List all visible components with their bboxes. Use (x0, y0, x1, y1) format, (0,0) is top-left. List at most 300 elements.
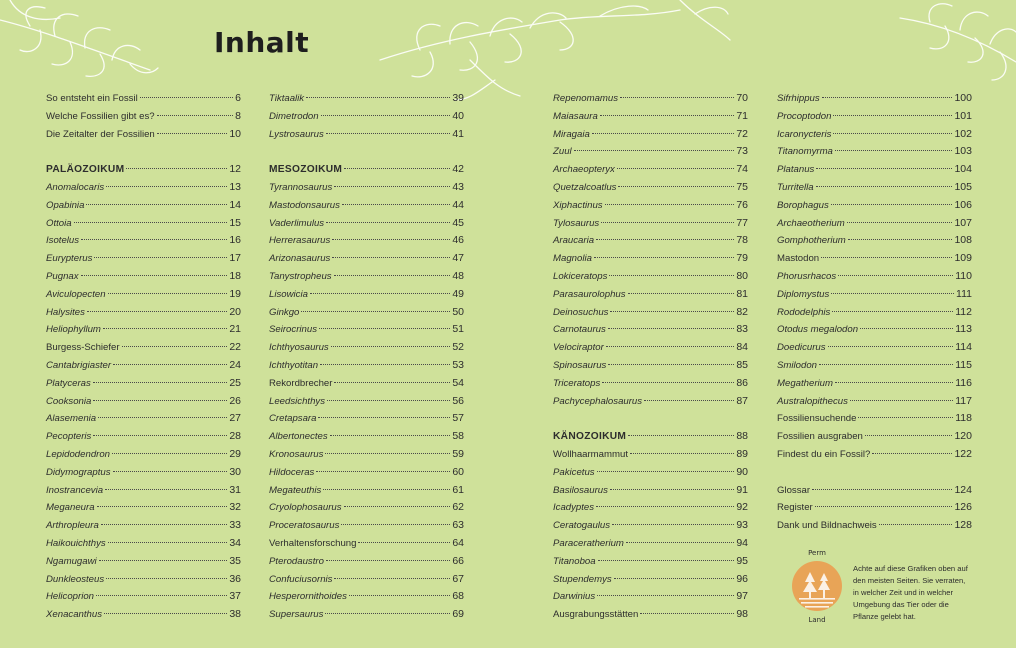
toc-entry (46, 90, 241, 108)
toc-entry-title: Borophagus (777, 199, 829, 211)
toc-entry-title: Pecopteris (46, 431, 92, 443)
toc-page-number: 87 (736, 394, 748, 407)
toc-entry (777, 90, 972, 108)
toc-entry-title: Darwinius (553, 591, 596, 603)
toc-page-number: 107 (954, 216, 972, 229)
toc-page-number: 25 (229, 376, 241, 389)
dot-leader (327, 400, 450, 401)
dot-leader (626, 542, 734, 543)
toc-entry-title: Miragaia (553, 128, 590, 140)
dot-leader (310, 293, 450, 294)
toc-entry-title: Procoptodon (777, 110, 832, 122)
toc-page-number: 56 (452, 394, 464, 407)
dot-leader (831, 204, 953, 205)
toc-section-heading (46, 161, 241, 179)
toc-entry (269, 90, 464, 108)
toc-entry (269, 375, 464, 393)
toc-page-number: 71 (736, 109, 748, 122)
toc-entry-title: Maiasaura (553, 110, 598, 122)
toc-spacer (777, 464, 972, 482)
dot-leader (610, 311, 734, 312)
toc-page-number: 14 (229, 198, 241, 211)
toc-page-number: 77 (736, 216, 748, 229)
toc-entry-title: Rododelphis (777, 306, 831, 318)
toc-page-number: 40 (452, 109, 464, 122)
dot-leader (821, 257, 952, 258)
toc-page-number: 42 (452, 163, 464, 176)
toc-entry (46, 126, 241, 144)
toc-page-number: 39 (452, 92, 464, 104)
toc-entry (46, 250, 241, 268)
toc-entry-title: Mastodonsaurus (269, 199, 340, 211)
toc-entry-title: Aviculopecten (46, 288, 106, 300)
toc-entry (269, 108, 464, 126)
toc-entry-title: Ngamugawi (46, 555, 97, 567)
toc-page-number: 17 (229, 252, 241, 265)
dot-leader (816, 168, 952, 169)
toc-entry (553, 606, 748, 624)
dot-leader (106, 578, 227, 579)
toc-entry (777, 446, 972, 464)
toc-entry-title: Albertonectes (269, 431, 328, 443)
toc-entry-title: Ichthyotitan (269, 359, 319, 371)
toc-page-number: 89 (736, 447, 748, 460)
toc-entry (46, 393, 241, 411)
toc-entry (269, 410, 464, 428)
dot-leader (630, 453, 734, 454)
toc-page-number: 112 (955, 305, 972, 318)
dot-leader (596, 506, 734, 507)
dot-leader (87, 311, 227, 312)
toc-entry-title: Araucaria (553, 235, 595, 247)
toc-entry (553, 482, 748, 500)
toc-entry-title: Parasaurolophus (553, 288, 626, 300)
toc-page-number: 62 (452, 501, 464, 514)
dot-leader (99, 560, 228, 561)
toc-page-number: 128 (954, 519, 972, 532)
dot-leader (316, 471, 450, 472)
toc-entry (46, 197, 241, 215)
dot-leader (835, 150, 953, 151)
toc-entry (553, 393, 748, 411)
toc-entry-title: Lystrosaurus (269, 128, 324, 140)
toc-entry-title: Icadyptes (553, 502, 595, 514)
toc-entry-title: Velociraptor (553, 342, 604, 354)
toc-entry-title: Dank und Bildnachweis (777, 520, 877, 532)
toc-entry-title: Cryolophosaurus (269, 502, 342, 514)
toc-page-number: 105 (954, 180, 972, 193)
toc-page-number: 12 (229, 163, 241, 176)
dot-leader (344, 506, 451, 507)
toc-entry-title: KÄNOZOIKUM (553, 431, 627, 443)
dot-leader (612, 524, 734, 525)
toc-entry (553, 143, 748, 161)
toc-entry-title: Heliophyllum (46, 324, 101, 336)
dot-leader (81, 239, 227, 240)
toc-entry (46, 232, 241, 250)
dot-leader (574, 150, 735, 151)
toc-entry (46, 179, 241, 197)
toc-entry-title: Wollhaarmammut (553, 448, 628, 460)
toc-entry (269, 286, 464, 304)
dot-leader (108, 542, 228, 543)
toc-entry-title: Ausgrabungsstätten (553, 609, 639, 621)
toc-entry-title: Paraceratherium (553, 537, 624, 549)
dot-leader (112, 453, 227, 454)
toc-entry-title: Platanus (777, 164, 815, 176)
dot-leader (323, 489, 450, 490)
dot-leader (838, 275, 953, 276)
toc-page-number: 61 (452, 483, 464, 496)
toc-entry-title: Cantabrigiaster (46, 359, 112, 371)
toc-page-number: 63 (452, 519, 464, 532)
dot-leader (301, 311, 450, 312)
dot-leader (858, 417, 953, 418)
dot-leader (835, 382, 953, 383)
toc-entry (553, 446, 748, 464)
toc-entry (46, 357, 241, 375)
toc-page-number: 98 (736, 608, 748, 621)
toc-entry-title: Turritella (777, 181, 814, 193)
dot-leader (608, 364, 734, 365)
toc-page-number: 82 (736, 305, 748, 318)
toc-entry-title: Confuciusornis (269, 573, 333, 585)
toc-entry (777, 304, 972, 322)
dot-leader (822, 97, 953, 98)
toc-page-number: 66 (452, 554, 464, 567)
toc-entry-title: Cretapsara (269, 413, 317, 425)
toc-page-number: 118 (955, 412, 972, 425)
toc-section-heading (269, 161, 464, 179)
toc-entry-title: Platyceras (46, 377, 91, 389)
toc-entry-title: Dunkleosteus (46, 573, 105, 585)
toc-entry-title: Welche Fossilien gibt es? (46, 110, 155, 122)
toc-page-number: 8 (235, 109, 241, 122)
toc-entry-title: Ginkgo (269, 306, 300, 318)
toc-page-number: 72 (736, 127, 748, 140)
dot-leader (819, 364, 953, 365)
toc-entry-title: Haikouichthys (46, 537, 106, 549)
dot-leader (334, 186, 450, 187)
toc-entry (553, 464, 748, 482)
toc-entry-title: Halysites (46, 306, 85, 318)
toc-entry (46, 553, 241, 571)
toc-entry (777, 197, 972, 215)
dot-leader (865, 435, 953, 436)
toc-entry (777, 339, 972, 357)
dot-leader (306, 97, 450, 98)
toc-entry (269, 179, 464, 197)
toc-page-number: 90 (736, 465, 748, 478)
dot-leader (602, 382, 734, 383)
toc-entry (553, 535, 748, 553)
toc-entry (553, 232, 748, 250)
toc-entry-title: Gomphotherium (777, 235, 846, 247)
toc-page-number: 58 (452, 430, 464, 443)
toc-page-number: 100 (954, 92, 972, 104)
toc-page-number: 110 (955, 269, 972, 282)
toc-page-number: 52 (452, 341, 464, 354)
toc-entry-title: Titanoboa (553, 555, 596, 567)
toc-page-number: 64 (452, 536, 464, 549)
toc-entry (553, 215, 748, 233)
toc-entry (553, 286, 748, 304)
toc-entry-title: Phorusrhacos (777, 270, 837, 282)
dot-leader (140, 97, 233, 98)
toc-page-number: 111 (956, 287, 972, 300)
toc-entry-title: Pugnax (46, 270, 79, 282)
dot-leader (833, 133, 952, 134)
toc-page-number: 83 (736, 323, 748, 336)
toc-page-number: 16 (229, 234, 241, 247)
dot-leader (108, 293, 228, 294)
toc-entry-title: Vaderlimulus (269, 217, 325, 229)
toc-page-number: 27 (229, 412, 241, 425)
toc-page-number: 45 (452, 216, 464, 229)
toc-page-number: 24 (229, 358, 241, 371)
toc-entry (553, 161, 748, 179)
toc-entry (269, 482, 464, 500)
dot-leader (96, 595, 227, 596)
toc-entry-title: Dimetrodon (269, 110, 319, 122)
toc-entry-title: Triceratops (553, 377, 601, 389)
toc-page-number: 6 (235, 92, 241, 104)
toc-entry-title: Icaronycteris (777, 128, 832, 140)
legend-bottom-label: Land (808, 616, 826, 624)
toc-entry (269, 268, 464, 286)
toc-page-number: 29 (229, 447, 241, 460)
toc-entry-title: So entsteht ein Fossil (46, 93, 138, 104)
toc-page-number: 96 (736, 572, 748, 585)
dot-leader (592, 133, 735, 134)
toc-page-number: 106 (954, 198, 972, 211)
toc-entry-title: Archaeopteryx (553, 164, 615, 176)
dot-leader (98, 417, 227, 418)
dot-leader (605, 204, 735, 205)
dot-leader (349, 595, 450, 596)
dot-leader (334, 382, 450, 383)
dot-leader (828, 346, 954, 347)
dot-leader (319, 328, 450, 329)
toc-entry-title: Leedsichthys (269, 395, 325, 407)
toc-entry (46, 464, 241, 482)
toc-entry-title: Ceratogaulus (553, 520, 611, 532)
dot-leader (358, 542, 450, 543)
toc-entry-title: Repenomamus (553, 93, 619, 104)
toc-entry (269, 517, 464, 535)
dot-leader (157, 133, 228, 134)
toc-entry (46, 375, 241, 393)
toc-page-number: 113 (955, 323, 972, 336)
toc-page-number: 32 (229, 501, 241, 514)
toc-entry (46, 304, 241, 322)
toc-entry-title: Megatherium (777, 377, 833, 389)
toc-section-heading (553, 428, 748, 446)
toc-entry-title: Herrerasaurus (269, 235, 331, 247)
dot-leader (113, 471, 228, 472)
toc-entry-title: Xiphactinus (553, 199, 603, 211)
toc-entry (553, 553, 748, 571)
toc-page-number: 101 (954, 109, 972, 122)
dot-leader (320, 364, 450, 365)
toc-entry (553, 268, 748, 286)
dot-leader (334, 275, 451, 276)
toc-entry (777, 286, 972, 304)
toc-entry-title: Opabinia (46, 199, 85, 211)
toc-entry (553, 304, 748, 322)
toc-entry-title: Carnotaurus (553, 324, 606, 336)
toc-page-number: 10 (229, 127, 241, 140)
toc-entry (269, 304, 464, 322)
toc-entry (777, 517, 972, 535)
toc-entry-title: Arizonasaurus (269, 253, 331, 265)
toc-entry (777, 268, 972, 286)
dot-leader (126, 168, 227, 169)
toc-entry-title: Quetzalcoatlus (553, 181, 617, 193)
toc-page-number: 37 (229, 590, 241, 603)
toc-page-number: 81 (736, 287, 748, 300)
dot-leader (608, 328, 735, 329)
toc-entry (46, 268, 241, 286)
toc-entry-title: Helicoprion (46, 591, 94, 603)
toc-entry-title: Proceratosaurus (269, 520, 340, 532)
toc-page-number: 94 (736, 536, 748, 549)
toc-entry (777, 393, 972, 411)
dot-leader (103, 328, 227, 329)
dot-leader (93, 400, 227, 401)
toc-entry (46, 517, 241, 535)
toc-entry (553, 90, 748, 108)
dot-leader (74, 222, 228, 223)
toc-entry (46, 339, 241, 357)
toc-spacer (553, 410, 748, 428)
toc-entry-title: Alasemenia (46, 413, 97, 425)
dot-leader (597, 471, 735, 472)
toc-entry-title: Glossar (777, 484, 811, 496)
dot-leader (326, 222, 450, 223)
toc-entry (777, 179, 972, 197)
toc-entry (46, 321, 241, 339)
dot-leader (342, 204, 450, 205)
toc-page-number: 124 (954, 483, 972, 496)
toc-page-number: 26 (229, 394, 241, 407)
toc-page-number: 97 (736, 590, 748, 603)
toc-entry-title: Supersaurus (269, 609, 324, 621)
dot-leader (334, 578, 450, 579)
toc-entry-title: Otodus megalodon (777, 324, 859, 336)
toc-entry (269, 321, 464, 339)
dot-leader (598, 560, 735, 561)
toc-page-number: 19 (229, 287, 241, 300)
dot-leader (816, 186, 953, 187)
dot-leader (318, 417, 450, 418)
toc-entry (46, 499, 241, 517)
toc-entry (553, 197, 748, 215)
toc-page-number: 122 (954, 447, 972, 460)
toc-page-number: 46 (452, 234, 464, 247)
dot-leader (628, 435, 734, 436)
toc-entry (269, 339, 464, 357)
toc-page-number: 47 (452, 252, 464, 265)
toc-page-number: 120 (954, 430, 972, 443)
legend-era-icon (787, 546, 847, 626)
toc-entry (46, 286, 241, 304)
toc-entry (777, 108, 972, 126)
dot-leader (332, 239, 450, 240)
dot-leader (860, 328, 953, 329)
toc-entry-title: Stupendemys (553, 573, 612, 585)
toc-entry (269, 126, 464, 144)
toc-page-number: 69 (452, 608, 464, 621)
toc-entry-title: Pterodaustro (269, 555, 324, 567)
toc-page-number: 84 (736, 341, 748, 354)
toc-entry-title: Inostrancevia (46, 484, 104, 496)
toc-entry (46, 446, 241, 464)
toc-page-number: 74 (736, 163, 748, 176)
toc-entry (777, 410, 972, 428)
dot-leader (93, 435, 227, 436)
dot-leader (93, 382, 228, 383)
toc-entry (269, 250, 464, 268)
dot-leader (617, 168, 734, 169)
toc-entry (553, 375, 748, 393)
toc-page-number: 103 (954, 145, 972, 158)
dot-leader (594, 257, 734, 258)
toc-entry-title: Sifrhippus (777, 93, 820, 104)
toc-entry-title: Kronosaurus (269, 448, 324, 460)
dot-leader (644, 400, 734, 401)
toc-entry (46, 606, 241, 624)
dot-leader (618, 186, 734, 187)
dot-leader (628, 293, 735, 294)
toc-page-number: 41 (452, 127, 464, 140)
toc-entry-title: Cooksonia (46, 395, 92, 407)
toc-entry-title: Arthropleura (46, 520, 99, 532)
page-title: Inhalt (214, 26, 310, 59)
dot-leader (341, 524, 450, 525)
toc-page-number: 30 (229, 465, 241, 478)
toc-page-number: 116 (955, 376, 972, 389)
toc-page-number: 95 (736, 554, 748, 567)
dot-leader (812, 489, 952, 490)
toc-entry-title: Eurypterus (46, 253, 93, 265)
toc-entry (269, 215, 464, 233)
toc-entry-title: Seirocrinus (269, 324, 317, 336)
dot-leader (332, 257, 450, 258)
toc-page-number: 115 (955, 358, 972, 371)
toc-entry-title: Verhaltensforschung (269, 537, 357, 549)
toc-entry (553, 321, 748, 339)
toc-entry-title: Hesperornithoides (269, 591, 347, 603)
toc-entry-title: Mastodon (777, 253, 820, 265)
dot-leader (331, 346, 451, 347)
dot-leader (86, 204, 227, 205)
toc-entry (553, 499, 748, 517)
toc-entry-title: Pachycephalosaurus (553, 395, 643, 407)
toc-entry (553, 126, 748, 144)
toc-entry (777, 357, 972, 375)
toc-entry (269, 197, 464, 215)
dot-leader (600, 115, 735, 116)
legend-text: Achte auf diese Grafiken oben auf den meisten Seiten. Sie verraten, in welcher Zeit und in welcher Umgebung das Tier oder die Pflanze gelebt hat. (853, 564, 968, 621)
toc-page-number: 67 (452, 572, 464, 585)
toc-page-number: 44 (452, 198, 464, 211)
toc-entry-title: Magnolia (553, 253, 592, 265)
toc-page-number: 35 (229, 554, 241, 567)
toc-page-number: 57 (452, 412, 464, 425)
toc-spacer (269, 143, 464, 161)
toc-entry-title: Spinosaurus (553, 359, 607, 371)
